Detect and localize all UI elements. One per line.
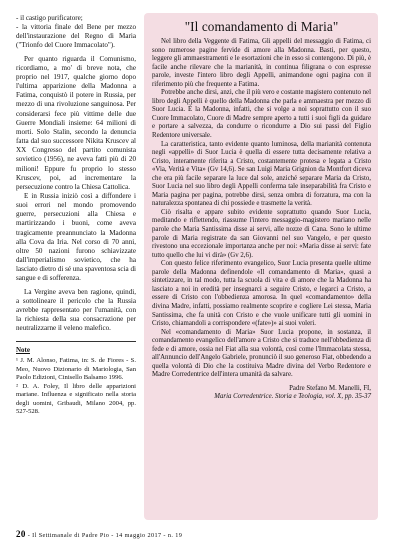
paragraph: La Vergine aveva ben ragione, quindi, a sottolineare il pericolo che la Russia avrebbe rappresentato per l'umanità, con la richiesta della sua consacrazione per neutralizzarne il veleno malefico.	[16, 287, 136, 333]
footer-text: - Il Settimanale di Padre Pio - 14 maggio 2017 - n. 19	[27, 532, 183, 539]
list-item: - la vittoria finale del Bene per mezzo dell'instaurazione del Regno di Maria ("Trionfo del Cuore Immacolato").	[16, 23, 136, 50]
paragraph: Per quanto riguarda il Comunismo, ricordiamo, a mo' di breve nota, che proprio nel 1917, qualche giorno dopo l'ultima apparizione della Madonna a Fatima, conquistò il potere in Russia, per mezzo di una rivoluzione sanguinosa. Per considerarsi fece più vittime delle due Guerre Mondiali insieme: 64 milioni di morti. Solo Stalin, secondo la denuncia fatta dal suo successore Nikita Kruscev al XX Congresso del partito comunista sovietico (1956), ne aveva fatti più di 20 milioni! Eppure fu proprio lo stesso Kruscev, poi, ad incrementare la persecuzione contro la Chiesa Cattolica.	[16, 54, 136, 191]
left-column	[16, 14, 136, 416]
paragraph: Ciò risalta e appare subito evidente soprattutto quando Suor Lucia, meditando e riflettendo, riassume l'intero messaggio-magistero mariano nelle parole che Maria Santissima disse ai servi, alle nozze di Cana. Sono le ultime parole di Maria registrate da san Giovanni nel suo Vangelo, e per questo rivestono una eccezionale importanza anche per noi: «Maria disse ai servi: fate tutto quello che lui vi dirà» (Gv 2,6).	[152, 208, 371, 259]
footnote: ¹ J. M. Alonso, Fatima, in: S. de Fiores - S. Meo, Nuovo Dizionario di Mariologia, San Paolo Edizioni, Cinisello Balsamo 1996.	[16, 357, 136, 382]
paragraph: Con questo felice riferimento evangelico, Suor Lucia presenta quelle ultime parole della Madonna definendole «Il comandamento di Maria», quasi a sintetizzare, in tal modo, tutta la scuola di vita e di amore che la Madonna ha lasciato a noi in eredità per insegnarci a seguire Cristo, e legarci a Cristo, a essere di Cristo con l'obbedienza amorosa. In quel «comandamento» della divina Madre, infatti, possiamo realmente scoprire e cogliere Lei stessa, Maria Santissima, che fa unità con Cristo e che vuole unificare tutti gli uomini in Cristo, chiamandoli a corrispondere «(fate»)» ai suoi voleri.	[152, 260, 371, 328]
paragraph: E in Russia iniziò così a diffondere i suoi errori nel mondo promovendo guerre, persecuzioni alla Chiesa e martirizzando i buoni, come aveva tragicamente preannunciato la Madonna alla Cova da Iria. Nel corso di 70 anni, oltre 50 nazioni furono schiavizzate dall'imperialismo sovietico, che ha lasciato dietro di sé una spaventosa scia di sangue e di sofferenza.	[16, 191, 136, 283]
author: Padre Stefano M. Manelli, FI,	[289, 384, 371, 392]
paragraph: Nel «comandamento di Maria» Suor Lucia propone, in sostanza, il comandamento evangelico dell'amore a Cristo che si traduce nell'obbedienza di fede e di amore, ossia nel Fiat alla sua volontà, così come l'Immacolata stessa, all'Annuncio dell'Angelo Gabriele, pronunciò il suo generoso Fiat, obbedendo a quella volontà di Dio che la costituiva Madre divina del Verbo Redentore e Madre Corredentrice dell'intera umanità da salvare.	[152, 328, 371, 379]
box-body	[152, 38, 371, 402]
page-number: 20	[16, 529, 26, 539]
signature	[152, 385, 371, 402]
box-title: "Il comandamento di Maria"	[184, 19, 339, 34]
paragraph: Potrebbe anche dirsi, anzi, che il più vero e costante magistero contenuto nel libro degli Appelli è quello della Madonna che parla e ammaestra per mezzo di Suor Lucia. È la Madonna, infatti, che si volge a noi soprattutto con il suo Cuore Immacolato, Cuore di Madre sempre aperto a tutti i suoi figli da guidare e portare a salvezza, da condurre o ricondurre a Dio sui passi del Figlio Redentore universale.	[152, 89, 371, 140]
footnote: ² D. A. Foley, Il libro delle apparizioni mariane. Influenza e significato nella storia degli uomini, Gribaudi, Milano 2004, pp. 527-528.	[16, 382, 136, 415]
paragraph: Nel libro della Veggente di Fatima, Gli appelli del messaggio di Fatima, ci sono numerose pagine fervide di amore alla Madonna. Basti, per questo, leggere gli ammaestramenti e le esortazioni che in esso si contengono. Di più, è facile anche rilevare che la marianità, in continua filigrana o con espresse parole, investe l'intero libro degli Appelli, animandone ogni pagina con il riferimento più che frequente a Fatima.	[152, 38, 371, 88]
sidebar-box	[144, 13, 378, 520]
list-item: - il castigo purificatore;	[16, 14, 83, 22]
source: Maria Corredentrice. Storia e Teologia, vol. X, pp. 35-37	[214, 393, 371, 401]
divider	[16, 341, 136, 342]
page-footer	[16, 529, 378, 539]
paragraph: La caratteristica, tanto evidente quanto luminosa, della marianità contenuta negli «appelli» di Suor Lucia è quella di essere tutta decisamente relativa a Cristo, interamente riferita a Cristo, costantemente protesa e legata a Cristo «Via, Verità e Vita» (Gv 14,6). Se san Luigi Maria Grignion da Montfort diceva che era più facile separare la luce dal sole, anziché separare Maria da Cristo, Suor Lucia nel suo libro degli Appelli conferma tale inseparabilità fra Cristo e Maria pagina per pagina, potrebbe dirsi, senza ombra di forzatura, ma con la naturalezza spontanea di chi possiede e trasmette la verità.	[152, 140, 371, 208]
notes-heading: Note	[16, 346, 30, 355]
